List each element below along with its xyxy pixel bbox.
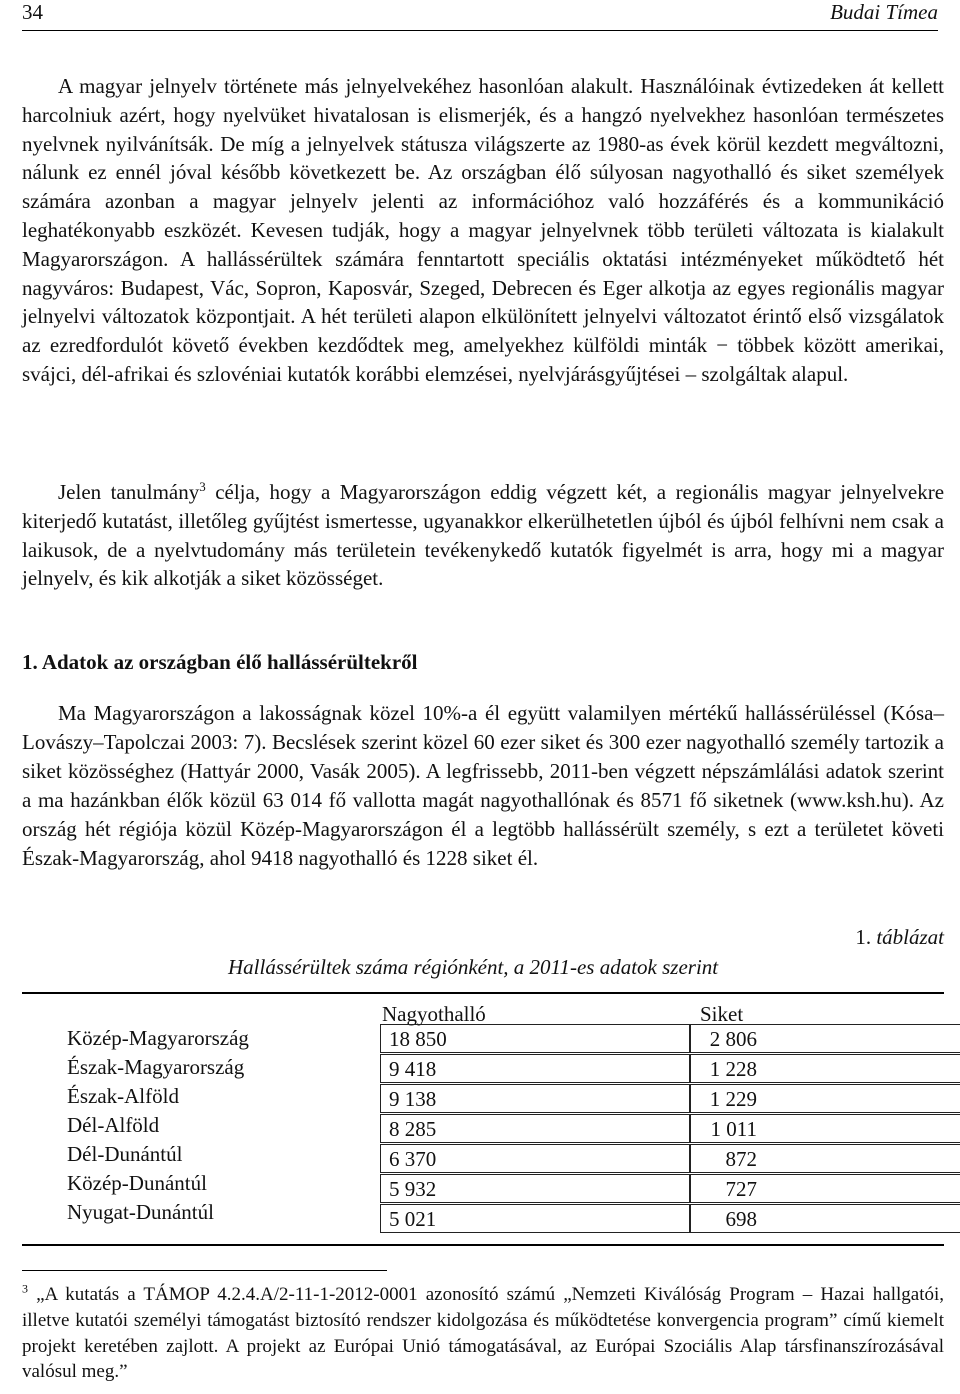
cell-hard-of-hearing: 18 850 xyxy=(380,1024,690,1053)
paragraph-text-rest: célja, hogy a Magyarországon eddig végzett két, a regionális magyar jelnyelvekre kiterjedő kutatást, illetőleg gyűjtést ismertesse, ugyanakkor elkerülhetetlen újból és újból felhívni nem csak a laikusok, de a nyelvtudomány más területein tevékenykedő kutatók figyelmét is arra, hogy mi a magyar jelnyelv, és kik alkotják a siket közösséget. xyxy=(22,480,945,591)
column-header-deaf: Siket xyxy=(700,1002,744,1026)
cell-deaf: 727 xyxy=(690,1174,960,1203)
table-number-value: 1. xyxy=(855,925,872,949)
aim-paragraph xyxy=(22,478,944,593)
column-header-hard-of-hearing: Nagyothalló xyxy=(382,1002,486,1026)
table-number xyxy=(855,925,944,950)
running-head-author: Budai Tímea xyxy=(830,0,938,24)
cell-deaf: 698 xyxy=(690,1204,960,1233)
cell-deaf: 872 xyxy=(690,1144,960,1173)
footnote-separator xyxy=(22,1270,387,1271)
paragraph-text-start: Jelen tanulmány xyxy=(58,480,200,504)
paragraph-text xyxy=(22,478,944,593)
table-label: táblázat xyxy=(876,925,944,949)
page-number: 34 xyxy=(22,0,43,24)
row-label: Észak-Magyarország xyxy=(67,1055,245,1079)
cell-deaf: 2 806 xyxy=(690,1024,960,1053)
table-caption: Hallássérültek száma régiónként, a 2011-es adatok szerint xyxy=(228,955,719,979)
footnote xyxy=(22,1282,944,1385)
footnote-text: „A kutatás a TÁMOP 4.2.4.A/2-11-1-2012-0001 azonosító számú „Nemzeti Kiválóság Program – Hazai hallgatói, illetve kutatói személyi támogatást biztosító rendszer kidolgozása és működtetése konvergencia program” című kiemelt projekt keretében zajlott. A projekt az Európai Unió támogatásával, az Európai Szociális Alap társfinanszírozásával valósul meg.” xyxy=(22,1284,944,1383)
cell-deaf: 1 228 xyxy=(690,1054,960,1083)
stats-paragraph xyxy=(22,699,944,872)
intro-paragraph xyxy=(22,72,944,389)
row-label: Dél-Alföld xyxy=(67,1113,160,1137)
row-label: Nyugat-Dunántúl xyxy=(67,1200,214,1224)
cell-hard-of-hearing: 6 370 xyxy=(380,1144,690,1173)
row-label: Közép-Dunántúl xyxy=(67,1171,207,1195)
section-heading: 1. Adatok az országban élő hallássérültekről xyxy=(22,650,418,674)
footnote-marker: 3 xyxy=(22,1281,28,1296)
cell-hard-of-hearing: 9 418 xyxy=(380,1054,690,1083)
paragraph-text: A magyar jelnyelv története más jelnyelvekéhez hasonlóan alakult. Használóinak évtizedeken át kellett harcolniuk azért, hogy nyelvüket hivatalosan is elismerjék, és a hangzó nyelvekhez hasonlóan természetes nyelvnek nyilvánítsák. De míg a jelnyelvek státusza világszerte az 1980-as évek körül kezdett megváltozni, nálunk ez ennél jóval később következett be. Az országban élő súlyosan nagyothalló és siket személyek számára azonban a magyar jelnyelv jelenti az információhoz való hozzáférés és a kommunikáció leghatékonyabb eszközét. Kevesen tudják, hogy a magyar jelnyelvnek több területi változata is kialakult Magyarországon. A hallássérültek számára fenntartott speciális oktatási intézményeket működtető hét nagyváros: Budapest, Vác, Sopron, Kaposvár, Szeged, Debrecen és Eger alkotja az egyes regionális magyar jelnyelvi változatok központjait. A hét területi alapon elkülönített jelnyelvi változatot érintő első vizsgálatok az ezredfordulót követő években kezdődtek meg, amelyekhez külföldi minták − többek között amerikai, svájci, dél-afrikai és szlovéniai kutatók korábbi elemzései, nyelvjárásgyűjtései – szolgáltak alapul. xyxy=(22,74,944,386)
regional-data-table xyxy=(22,992,944,1246)
cell-deaf: 1 011 xyxy=(690,1114,960,1143)
cell-hard-of-hearing: 5 932 xyxy=(380,1174,690,1203)
cell-deaf: 1 229 xyxy=(690,1084,960,1113)
paragraph-text: Ma Magyarországon a lakosságnak közel 10%-a él együtt valamilyen mértékű hallássérüléssel (Kósa–Lovászy–Tapolczai 2003: 7). Becslések szerint közel 60 ezer siket és 300 ezer nagyothalló személy tartozik a siket közösséghez (Hattyár 2000, Vasák 2005). A legfrissebb, 2011-ben végzett népszámlálási adatok szerint a ma hazánkban élők közül 63 014 fő vallotta magát nagyothallónak és 8571 fő siketnek (www.ksh.hu). Az ország hét régiója közül Közép-Magyarországon él a legtöbb hallássérült személy, s ezt a területet követi Észak-Magyarország, ahol 9418 nagyothalló és 1228 siket él. xyxy=(22,701,944,870)
row-label: Közép-Magyarország xyxy=(67,1026,249,1050)
cell-hard-of-hearing: 9 138 xyxy=(380,1084,690,1113)
cell-hard-of-hearing: 8 285 xyxy=(380,1114,690,1143)
row-label: Észak-Alföld xyxy=(67,1084,179,1108)
cell-hard-of-hearing: 5 021 xyxy=(380,1204,690,1233)
page-header xyxy=(22,0,938,31)
footnote-reference[interactable]: 3 xyxy=(199,479,206,494)
row-label: Dél-Dunántúl xyxy=(67,1142,183,1166)
